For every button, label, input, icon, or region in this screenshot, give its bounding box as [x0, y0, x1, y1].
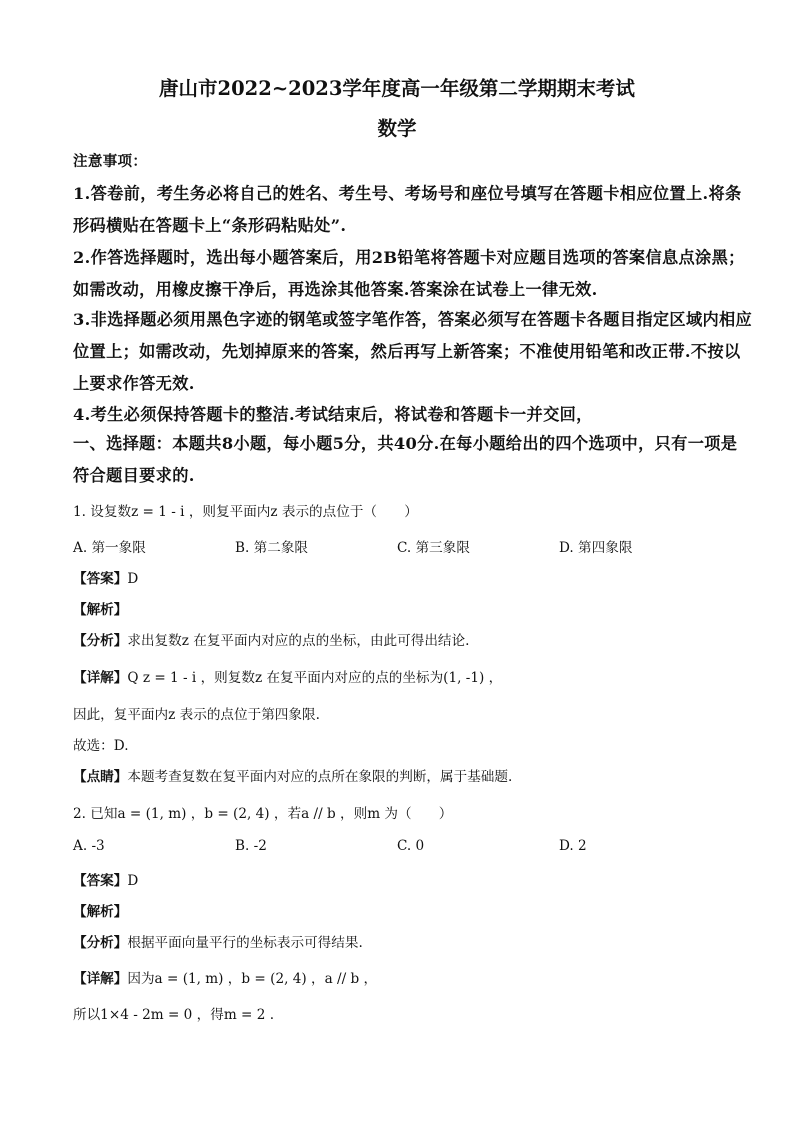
- notice-line: 4.考生必须保持答题卡的整洁.考试结束后，将试卷和答题卡一并交回，: [73, 405, 593, 424]
- fenxi-tag: 【分析】: [73, 633, 128, 649]
- conclusion-line: 因此，复平面内z 表示的点位于第四象限.: [73, 707, 320, 723]
- section-heading: 符合题目要求的.: [73, 466, 195, 485]
- option-a: A. 第一象限: [73, 540, 146, 556]
- notice-line: 形码横贴在答题卡上“条形码粘贴处”.: [73, 216, 347, 235]
- option-a: A. -3: [73, 838, 105, 854]
- question-stem: 2. 已知a = (1, m) ，b = (2, 4) ，若a // b ，则m 为（ ）: [73, 806, 453, 822]
- choose-line: 故选：D.: [73, 738, 129, 754]
- option-d: D. 第四象限: [559, 540, 633, 556]
- xiangjie-line: [73, 666, 502, 686]
- notice-line: 1.答卷前，考生务必将自己的姓名、考生号、考场号和座位号填写在答题卡相应位置上.将条: [73, 184, 742, 203]
- notice-line: 位置上；如需改动，先划掉原来的答案，然后再写上新答案；不准使用铅笔和改正带.不按以: [73, 342, 741, 361]
- notice-line: 3.非选择题必须用黑色字迹的钢笔或签字笔作答，答案必须写在答题卡各题目指定区域内相应: [73, 310, 753, 329]
- answer-value: D: [127, 873, 139, 889]
- xiangjie-line: [73, 967, 377, 987]
- option-b: B. 第二象限: [235, 540, 309, 556]
- option-d: D. 2: [559, 838, 587, 854]
- notice-heading: 注意事项：: [73, 153, 148, 170]
- section-heading: 一、选择题：本题共8小题，每小题5分，共40分.在每小题给出的四个选项中，只有一项是: [73, 434, 738, 453]
- subject-title: 数学: [377, 117, 417, 140]
- answer-value: D: [127, 571, 139, 587]
- page-title: 唐山市2022~2023学年度高一年级第二学期期末考试: [159, 77, 635, 100]
- notice-line: 2.作答选择题时，选出每小题答案后，用2B铅笔将答题卡对应题目选项的答案信息点涂黑；: [73, 248, 745, 267]
- notice-line: 如需改动，用橡皮擦干净后，再选涂其他答案.答案涂在试卷上一律无效.: [73, 280, 598, 299]
- option-b: B. -2: [235, 838, 267, 854]
- notice-line: 上要求作答无效.: [73, 374, 195, 393]
- fenxi-text: 根据平面向量平行的坐标表示可得结果.: [127, 935, 363, 951]
- dianjing-text: 本题考查复数在复平面内对应的点所在象限的判断，属于基础题.: [127, 769, 513, 785]
- option-c: C. 第三象限: [397, 540, 470, 556]
- dianjing-tag: 【点睛】: [73, 769, 128, 785]
- answer-line: [73, 567, 138, 587]
- analysis-tag: 【解析】: [73, 904, 128, 920]
- xiangjie-text: 因为a = (1, m) ，b = (2, 4) ，a // b ，: [127, 971, 378, 987]
- fenxi-line: [73, 629, 469, 649]
- dianjing-line: [73, 765, 512, 785]
- fenxi-line: [73, 931, 363, 951]
- question-stem: 1. 设复数z = 1 - i ，则复平面内z 表示的点位于（ ）: [73, 504, 418, 520]
- xiangjie-text: Q z = 1 - i ，则复数z 在复平面内对应的点的坐标为(1, -1) ，: [127, 670, 503, 686]
- answer-line: [73, 869, 138, 889]
- option-c: C. 0: [397, 838, 425, 854]
- conclusion-line: 所以1×4 - 2m = 0 ，得m = 2 .: [73, 1007, 275, 1023]
- answer-tag: 【答案】: [73, 571, 128, 587]
- xiangjie-tag: 【详解】: [73, 670, 128, 686]
- xiangjie-tag: 【详解】: [73, 971, 128, 987]
- analysis-tag: 【解析】: [73, 602, 128, 618]
- fenxi-text: 求出复数z 在复平面内对应的点的坐标，由此可得出结论.: [127, 633, 470, 649]
- fenxi-tag: 【分析】: [73, 935, 128, 951]
- answer-tag: 【答案】: [73, 873, 128, 889]
